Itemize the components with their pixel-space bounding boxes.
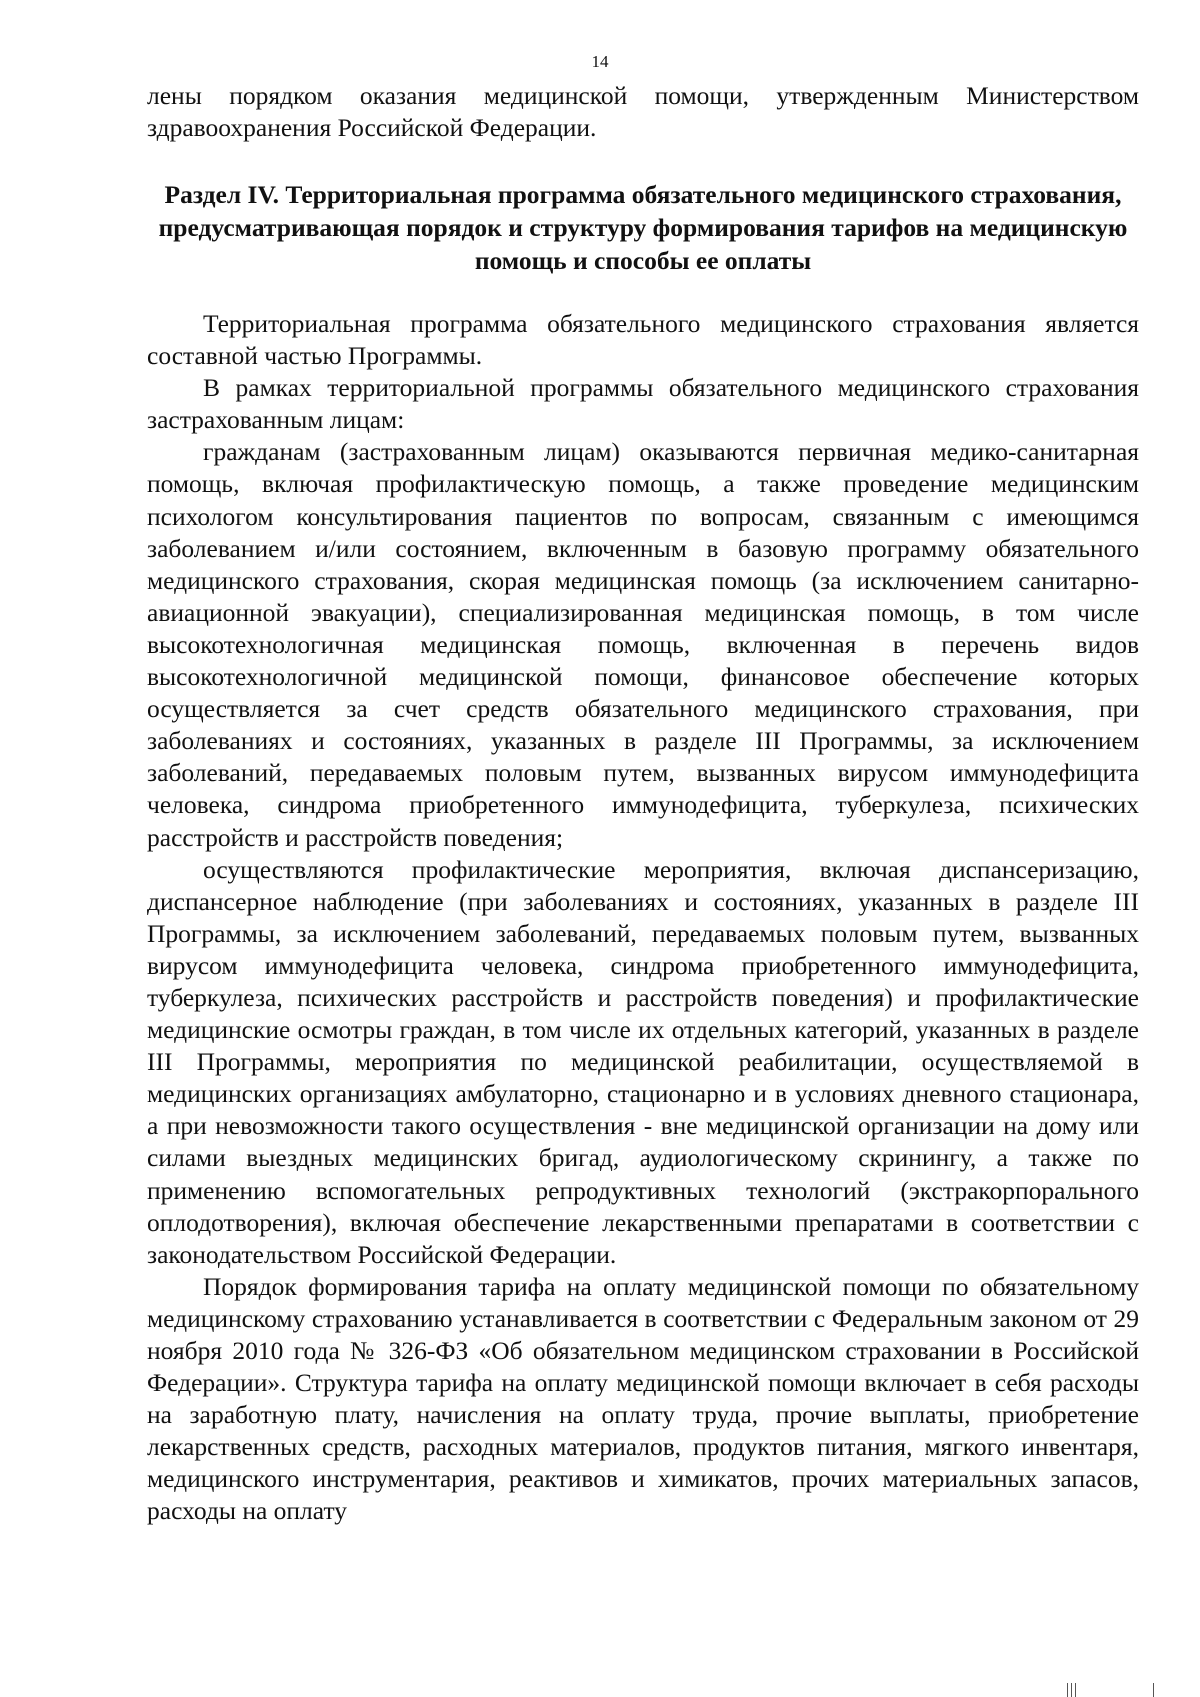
page-number: 14 xyxy=(591,52,609,71)
paragraph-3: гражданам (застрахованным лицам) оказываются первичная медико-санитарная помощь, включая профилактическую помощь, а также проведение медицинским психологом консультирования пациентов по вопросам, связанным с имеющимся заболеванием и/или состоянием, включенным в базовую программу обязательного медицинского страхования, скорая медицинская помощь (за исключением санитарно-авиационной эвакуации), специализированная медицинская помощь, в том числе высокотехнологичная медицинская помощь, включенная в перечень видов высокотехнологичной медицинской помощи, финансовое обеспечение которых осуществляется за счет средств обязательного медицинского страхования, при заболеваниях и состояниях, указанных в разделе III Программы, за исключением заболеваний, передаваемых половым путем, вызванных вирусом иммунодефицита человека, синдрома приобретенного иммунодефицита, туберкулеза, психических расстройств и расстройств поведения; xyxy=(147,437,1139,852)
continuation-paragraph: лены порядком оказания медицинской помощи, утвержденным Министерством здравоохранения Российской Федерации. xyxy=(147,81,1139,143)
scan-artifact-mark xyxy=(1067,1683,1068,1697)
paragraph-1: Территориальная программа обязательного медицинского страхования является составной частью Программы. xyxy=(147,309,1139,371)
scan-artifact-mark xyxy=(1071,1683,1072,1697)
section-title: Раздел IV. Территориальная программа обязательного медицинского страхования, предусматривающая порядок и структуру формирования тарифов на медицинскую помощь и способы ее оплаты xyxy=(158,180,1128,275)
paragraph-5: Порядок формирования тарифа на оплату медицинской помощи по обязательному медицинскому страхованию устанавливается в соответствии с Федеральным законом от 29 ноября 2010 года № 326-ФЗ «Об обязательном медицинском страховании в Российской Федерации». Структура тарифа на оплату медицинской помощи включает в себя расходы на заработную плату, начисления на оплату труда, прочие выплаты, приобретение лекарственных средств, расходных материалов, продуктов питания, мягкого инвентаря, медицинского инструментария, реактивов и химикатов, прочих материальных запасов, расходы на оплату xyxy=(147,1271,1139,1526)
scan-artifact-mark xyxy=(1075,1683,1076,1697)
paragraph-2: В рамках территориальной программы обязательного медицинского страхования застрахованным лицам: xyxy=(147,373,1139,435)
scan-artifact-mark xyxy=(1153,1683,1154,1697)
continuation-block xyxy=(147,80,1139,144)
body-text xyxy=(147,308,1139,1528)
paragraph-4: осуществляются профилактические мероприятия, включая диспансеризацию, диспансерное наблюдение (при заболеваниях и состояниях, указанных в разделе III Программы, за исключением заболеваний, передаваемых половым путем, вызванных вирусом иммунодефицита человека, синдрома приобретенного иммунодефицита, туберкулеза, психических расстройств и расстройств поведения) и профилактические медицинские осмотры граждан, в том числе их отдельных категорий, указанных в разделе III Программы, мероприятия по медицинской реабилитации, осуществляемой в медицинских организациях амбулаторно, стационарно и в условиях дневного стационара, а при невозможности такого осуществления - вне медицинской организации на дому или силами выездных медицинских бригад, аудиологическому скринингу, а также по применению вспомогательных репродуктивных технологий (экстракорпорального оплодотворения), включая обеспечение лекарственными препаратами в соответствии с законодательством Российской Федерации. xyxy=(147,854,1139,1269)
